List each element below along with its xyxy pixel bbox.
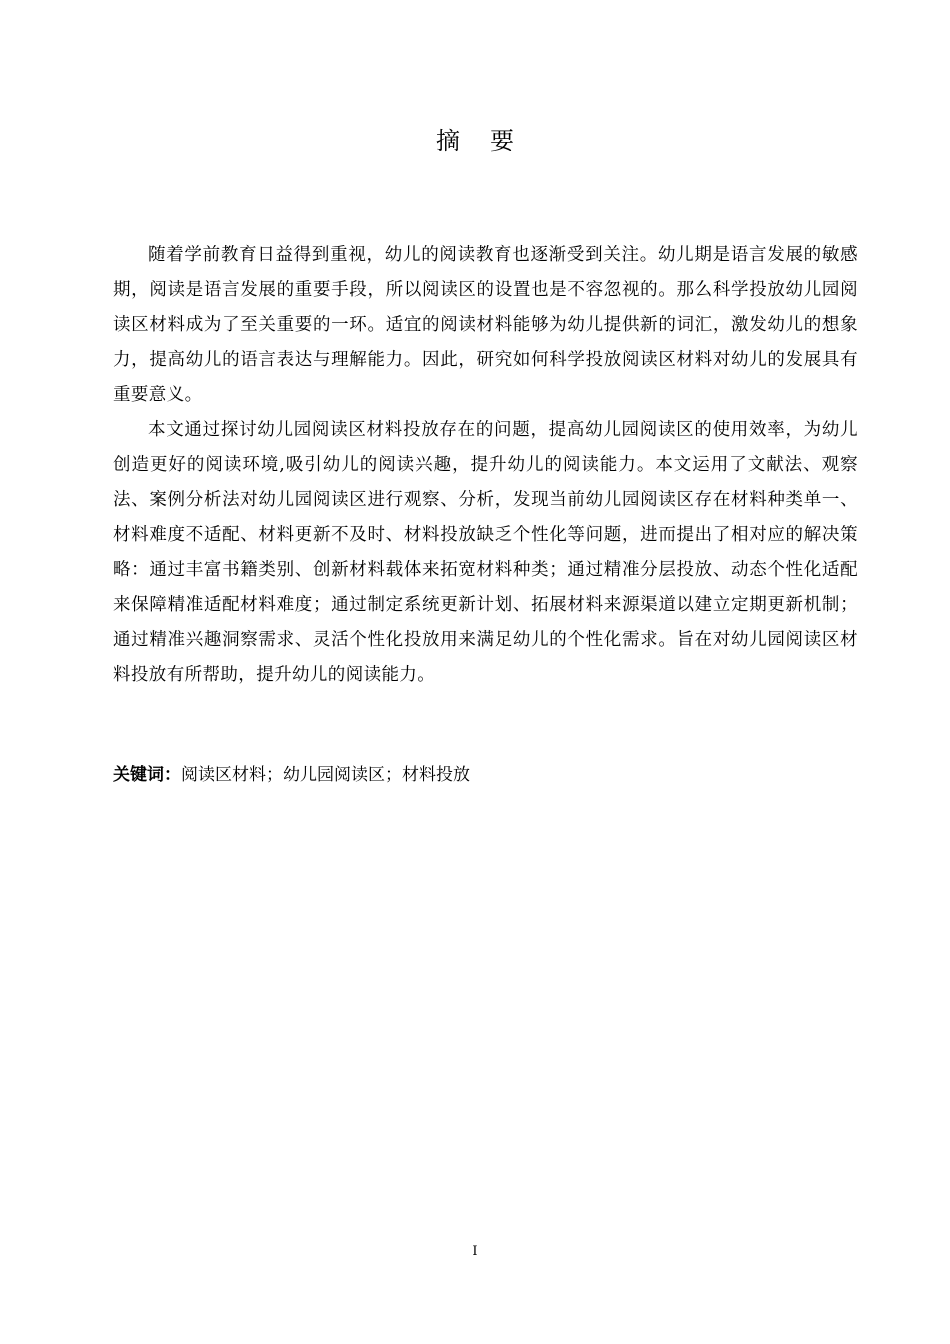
keywords-line <box>113 758 470 792</box>
abstract-paragraph-1: 随着学前教育日益得到重视，幼儿的阅读教育也逐渐受到关注。幼儿期是语言发展的敏感期，阅读是语言发展的重要手段，所以阅读区的设置也是不容忽视的。那么科学投放幼儿园阅读区材料成为了至关重要的一环。适宜的阅读材料能够为幼儿提供新的词汇，激发幼儿的想象力，提高幼儿的语言表达与理解能力。因此，研究如何科学投放阅读区材料对幼儿的发展具有重要意义。 <box>113 245 858 405</box>
keywords-label: 关键词： <box>113 765 181 785</box>
page-number: I <box>472 1244 478 1259</box>
keywords-text: 阅读区材料；幼儿园阅读区；材料投放 <box>181 765 470 785</box>
abstract-paragraph-2: 本文通过探讨幼儿园阅读区材料投放存在的问题，提高幼儿园阅读区的使用效率，为幼儿创造更好的阅读环境,吸引幼儿的阅读兴趣，提升幼儿的阅读能力。本文运用了文献法、观察法、案例分析法对幼儿园阅读区进行观察、分析，发现当前幼儿园阅读区存在材料种类单一、材料难度不适配、材料更新不及时、材料投放缺乏个性化等问题，进而提出了相对应的解决策略：通过丰富书籍类别、创新材料载体来拓宽材料种类；通过精准分层投放、动态个性化适配来保障精准适配材料难度；通过制定系统更新计划、拓展材料来源渠道以建立定期更新机制；通过精准兴趣洞察需求、灵活个性化投放用来满足幼儿的个性化需求。旨在对幼儿园阅读区材料投放有所帮助，提升幼儿的阅读能力。 <box>113 420 858 685</box>
abstract-body <box>113 238 858 693</box>
page-title: 摘要 <box>436 127 544 155</box>
